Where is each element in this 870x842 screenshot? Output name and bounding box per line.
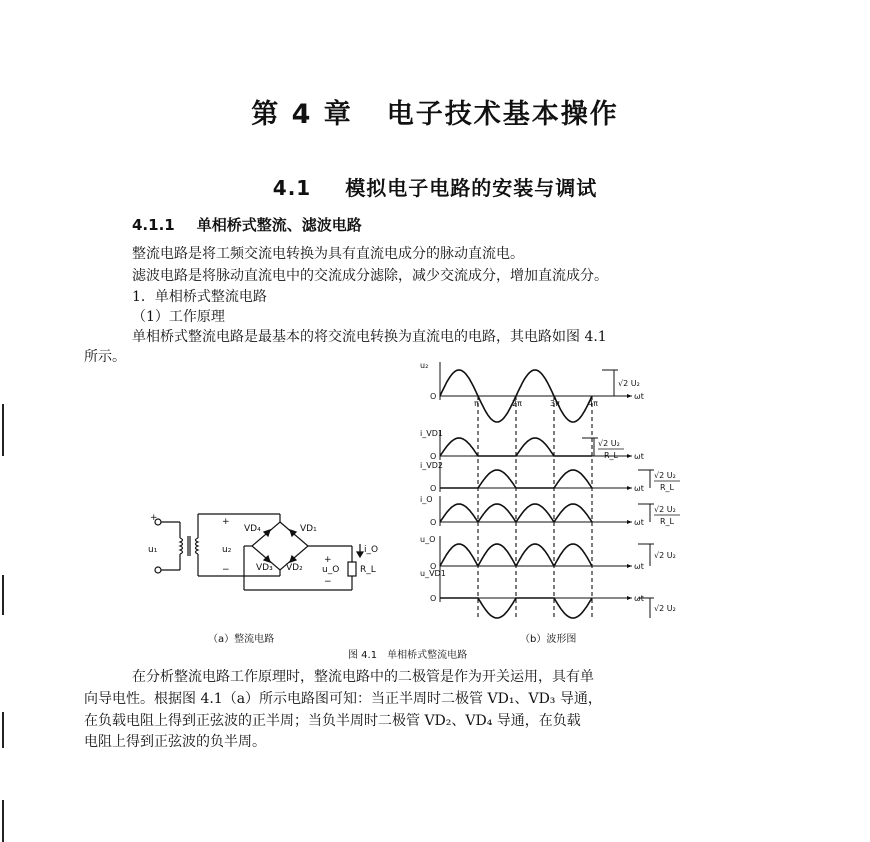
- io-wt-label: ωt: [634, 518, 644, 527]
- ivd2-wt-label: ωt: [634, 484, 644, 493]
- ivd1-wt-label: ωt: [634, 452, 644, 461]
- uo-arrow: [627, 564, 632, 568]
- ivd1-amp-den: R_L: [604, 451, 619, 460]
- ivd1-arrow: [627, 454, 632, 458]
- current-arrow: [357, 552, 363, 557]
- label-uo: u_O: [322, 565, 340, 575]
- bridge-rectifier-circuit: [140, 500, 380, 600]
- load-resistor: [348, 562, 356, 576]
- subsection-heading: [132, 214, 362, 235]
- uo-label: u_O: [420, 535, 436, 544]
- section-heading: [0, 172, 870, 201]
- label-vd1: VD₁: [300, 524, 317, 534]
- label-rl: R_L: [360, 565, 376, 575]
- figure-caption: 图 4.1 单相桥式整流电路: [348, 650, 468, 661]
- subfigure-caption-a: （a）整流电路: [208, 634, 275, 645]
- plus-sign: +: [222, 517, 230, 527]
- io-amp-label: √2 U₂: [654, 505, 676, 514]
- plus-sign: +: [324, 555, 332, 565]
- uo-amp-label: √2 U₂: [654, 551, 676, 560]
- io-arrow: [627, 520, 632, 524]
- paragraph: 在负载电阻上得到正弦波的正半周；当负半周时二极管 VD₂、VD₄ 导通，在负载: [84, 713, 581, 729]
- tick-label-4: 4π: [588, 399, 598, 408]
- label-io: i_O: [364, 545, 379, 555]
- paragraph: 单相桥式整流电路是最基本的将交流电转换为直流电的电路，其电路如图 4.1: [132, 329, 607, 345]
- uvd1-arrow: [627, 596, 632, 600]
- transformer-primary: [180, 538, 183, 554]
- ivd1-label: i_VD1: [420, 429, 443, 438]
- margin-mark: [2, 712, 4, 748]
- uo-origin: O: [430, 562, 437, 571]
- paragraph: 向导电性。根据图 4.1（a）所示电路图可知：当正半周时二极管 VD₁、VD₃ 导通，: [84, 691, 602, 707]
- uo-wave: [440, 544, 592, 566]
- io-origin: O: [430, 518, 437, 527]
- label-u2: u₂: [222, 545, 232, 555]
- tick-label-2: 2π: [512, 399, 522, 408]
- tick-label-1: π: [474, 399, 479, 408]
- margin-mark: [2, 575, 4, 615]
- ivd2-wave: [440, 470, 592, 488]
- u2-arrow: [627, 394, 632, 398]
- u2-wt-label: ωt: [634, 392, 644, 401]
- ivd2-amp-label: √2 U₂: [654, 471, 676, 480]
- subfigure-caption-b: （b）波形图: [520, 634, 577, 645]
- u2-amp-label: √2 U₂: [618, 379, 640, 388]
- minus-sign: −: [324, 577, 332, 587]
- io-amp-den: R_L: [660, 517, 675, 526]
- label-u1: u₁: [148, 545, 158, 555]
- label-vd4: VD₄: [244, 524, 261, 534]
- section-number: 4.1: [272, 176, 312, 200]
- ivd2-arrow: [627, 486, 632, 490]
- plus-sign: +: [150, 513, 158, 523]
- subsection-title: 单相桥式整流、滤波电路: [196, 216, 362, 234]
- paragraph: 整流电路是将工频交流电转换为具有直流电成分的脉动直流电。: [132, 246, 524, 262]
- chapter-title: 电子技术基本操作: [386, 99, 619, 130]
- ivd1-origin: O: [430, 452, 437, 461]
- list-heading: 1．单相桥式整流电路: [132, 289, 267, 305]
- subsection-number: 4.1.1: [132, 216, 175, 234]
- io-wave: [440, 504, 592, 522]
- u2-label: u₂: [420, 361, 429, 370]
- section-title: 模拟电子电路的安装与调试: [345, 176, 598, 200]
- label-vd3: VD₃: [256, 563, 273, 573]
- margin-mark: [2, 404, 4, 456]
- uvd1-origin: O: [430, 594, 437, 603]
- ivd2-amp-den: R_L: [660, 483, 675, 492]
- ivd2-label: i_VD2: [420, 461, 443, 470]
- chapter-number: 第 4 章: [251, 99, 353, 130]
- uvd1-wt-label: ωt: [634, 594, 644, 603]
- paragraph: 滤波电路是将脉动直流电中的交流成分滤除，减少交流成分，增加直流成分。: [132, 268, 608, 284]
- margin-mark: [2, 800, 4, 842]
- u2-origin: O: [430, 392, 437, 401]
- waveform-diagram: [418, 360, 728, 622]
- list-heading: （1）工作原理: [132, 309, 225, 325]
- uvd1-label: u_VD1: [420, 569, 446, 578]
- minus-sign: −: [222, 565, 230, 575]
- chapter-heading: [0, 92, 870, 131]
- io-label: i_O: [420, 495, 433, 504]
- paragraph: 在分析整流电路工作原理时，整流电路中的二极管是作为开关运用，具有单: [132, 669, 594, 685]
- tick-label-3: 3π: [550, 399, 560, 408]
- paragraph: 电阻上得到正弦波的负半周。: [84, 734, 266, 750]
- paragraph: 所示。: [84, 349, 126, 365]
- ivd1-amp-label: √2 U₂: [598, 439, 620, 448]
- transformer-secondary: [196, 538, 199, 554]
- input-terminal: [155, 567, 161, 573]
- uo-wt-label: ωt: [634, 562, 644, 571]
- uvd1-amp-label: √2 U₂: [654, 604, 676, 613]
- ivd2-origin: O: [430, 484, 437, 493]
- label-vd2: VD₂: [286, 563, 303, 573]
